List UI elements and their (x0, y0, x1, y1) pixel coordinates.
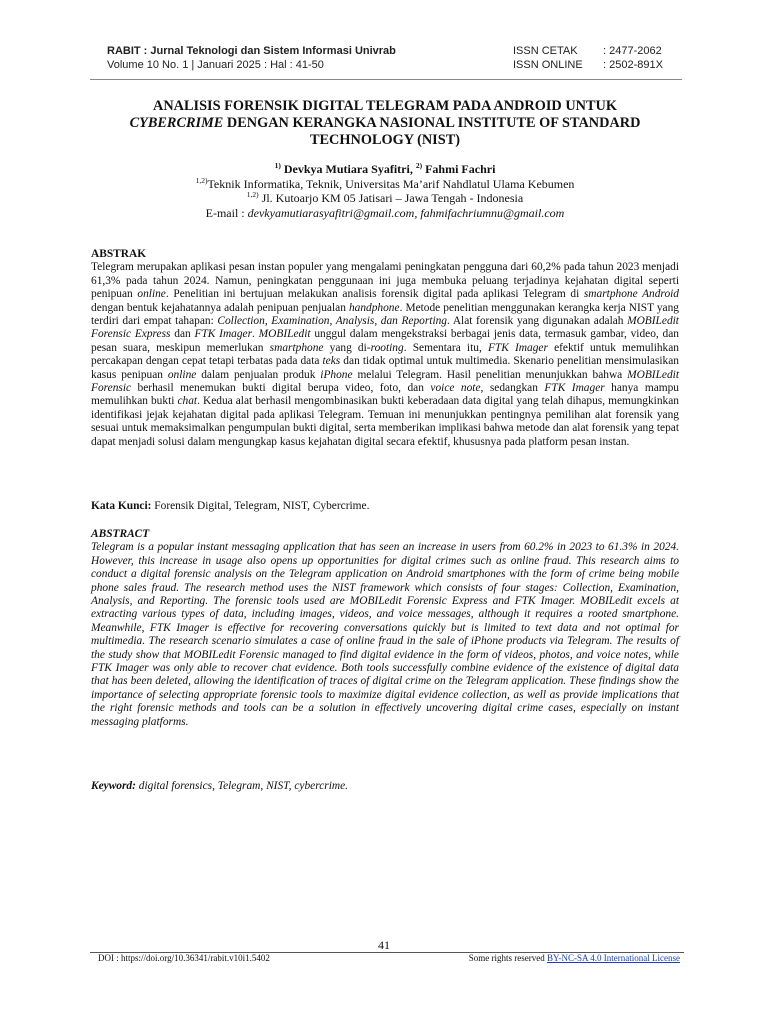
kata-kunci-label: Kata Kunci: (91, 500, 152, 512)
keyword (91, 780, 679, 792)
abstrak-section (91, 248, 679, 449)
author-names: $^{1)}$ Devkya Mutiara Syafitri, $^{2)}$ Fahmi Fachri (274, 161, 496, 176)
abstrak-heading: ABSTRAK (91, 248, 147, 260)
abstrak-body: Telegram merupakan aplikasi pesan instan populer yang mengalami peningkatan pengguna dari 60,2% pada tahun 2023 menjadi 61,3% pada tahun 2024. Namun, peningkatan penggunaan ini juga membuka peluang terjadinya kejahatan digital seperti penipuan online. Penelitian ini bertujuan melakukan analisis forensik digital pada aplikasi Telegram di smartphone Android dengan bentuk kejahatannya adalah penipuan penjualan handphone. Metode penelitian menggunakan kerangka kerja NIST yang terdiri dari empat tahapan: Collection, Examination, Analysis, dan Reporting. Alat forensik yang digunakan adalah MOBILedit Forensic Express dan FTK Imager. MOBILedit unggul dalam mengekstraksi berbagai jenis data, termasuk gambar, video, dan pesan suara, meskipun memerlukan smartphone yang di-rooting. Sementara itu, FTK Imager efektif untuk memulihkan percakapan dengan cepat tetapi terbatas pada data teks dan tidak optimal untuk multimedia. Skenario penelitian mensimulasikan kasus penipuan online dalam penjualan produk iPhone melalui Telegram. Hasil penelitian menunjukkan bahwa MOBILedit Forensic berhasil menemukan bukti digital berupa video, foto, dan voice note, sedangkan FTK Imager hanya mampu memulihkan bukti chat. Kedua alat berhasil mengombinasikan bukti keberadaan data digital yang telah dihapus, memungkinkan identifikasi jejak kejahatan digital pada aplikasi Telegram. Temuan ini menunjukkan pentingnya pemilihan alat forensik yang sesuai untuk memaksimalkan pengumpulan bukti digital, serta memberikan implikasi bahwa metode dan alat forensik yang tepat dapat menjadi solusi dalam mengungkap kasus kejahatan digital secara efektif, khususnya pada platform pesan instan. (91, 261, 680, 448)
journal-info (107, 44, 396, 72)
journal-name: RABIT : Jurnal Teknologi dan Sistem Informasi Univrab (107, 45, 396, 57)
paper-title: ANALISIS FORENSIK DIGITAL TELEGRAM PADA ANDROID UNTUK CYBERCRIME DENGAN KERANGKA NASIONAL INSTITUTE OF STANDARD TECHNOLOGY (NIST) (129, 98, 641, 148)
abstract-heading: ABSTRACT (91, 528, 150, 540)
kata-kunci-value: Forensik Digital, Telegram, NIST, Cybercrime. (151, 500, 370, 512)
rights-notice: Some rights reserved BY-NC-SA 4.0 International License (468, 953, 680, 963)
keyword-value: digital forensics, Telegram, NIST, cybercrime. (135, 780, 349, 792)
author-emails: devkyamutiarasyafitri@gmail.com, fahmifachriumnu@gmail.com (247, 205, 565, 220)
issn-block (513, 44, 663, 72)
issn-online: ISSN ONLINE : 2502-891X (513, 59, 663, 71)
author-block (95, 162, 675, 220)
address: $^{1,2)}$ Jl. Kutoarjo KM 05 Jatisari – Jawa Tengah - Indonesia (246, 190, 524, 205)
kata-kunci (91, 500, 679, 512)
header-divider (90, 79, 682, 80)
abstract-section (91, 528, 679, 729)
email-line: E-mail : devkyamutiarasyafitri@gmail.com, fahmifachriumnu@gmail.com (205, 205, 565, 220)
page-number: 41 (378, 938, 390, 952)
issn-print: ISSN CETAK : 2477-2062 (513, 45, 662, 57)
journal-header (107, 44, 672, 74)
license-link[interactable]: BY-NC-SA 4.0 International License (547, 953, 680, 963)
volume-info: Volume 10 No. 1 | Januari 2025 : Hal : 41-50 (107, 59, 324, 71)
abstract-body: Telegram is a popular instant messaging application that has seen an increase in users from 60.2% in 2023 to 61.3% in 2024. However, this increase in usage also opens up opportunities for digital crimes such as online fraud. This research aims to conduct a digital forensic analysis on the Telegram application on Android smartphones with the form of crime being mobile phone sales fraud. The research method uses the NIST framework which consists of four stages: Collection, Examination, Analysis, and Reporting. The forensic tools used are MOBILedit Forensic Express and FTK Imager. MOBILedit excels at extracting various types of data, including images, videos, and voice messages, although it requires a rooted smartphone. Meanwhile, FTK Imager is effective for recovering conversations quickly but is limited to text data and not optimal for multimedia. The research scenario simulates a case of online fraud in the sale of iPhone products via Telegram. The results of the study show that MOBILedit Forensic managed to find digital evidence in the form of videos, photos, and voice notes, while FTK Imager was only able to recover chat evidence. Both tools successfully combine evidence of the existence of digital data that has been deleted, allowing the identification of traces of digital crime on the Telegram application. These findings show the importance of selecting appropriate forensic tools to maximize digital evidence collection, as well as provide implications that the right forensic methods and tools can be a solution in effectively uncovering digital crime cases, especially on instant messaging platforms. (91, 541, 679, 728)
doi-text: DOI : https://doi.org/10.36341/rabit.v10i1.5402 (98, 953, 270, 963)
keyword-label: Keyword: (91, 780, 136, 792)
affiliation: $^{1,2)}$Teknik Informatika, Teknik, Universitas Ma’arif Nahdlatul Ulama Kebumen (195, 175, 575, 191)
